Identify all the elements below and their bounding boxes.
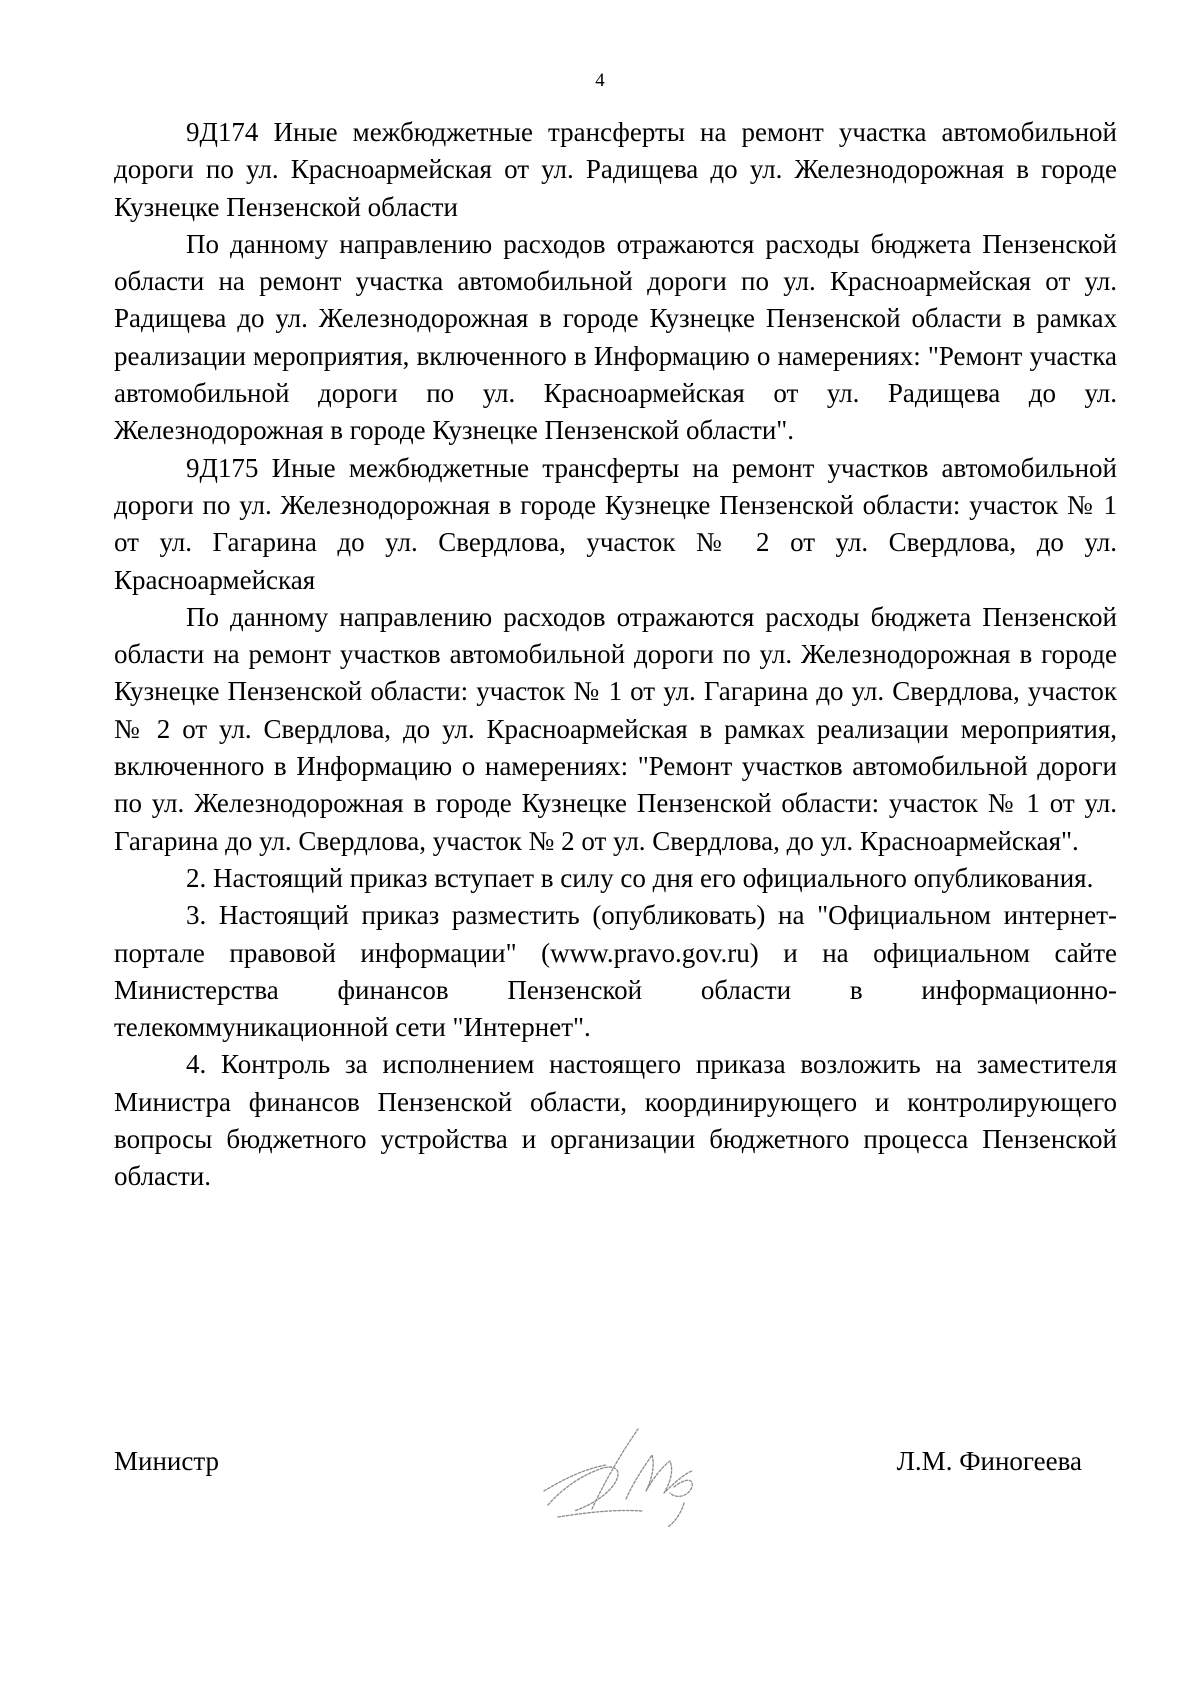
paragraph-9d175-description: По данному направлению расходов отражаются расходы бюджета Пензенской области на ремонт участков автомобильной дороги по ул. Железнодорожная в городе Кузнецке Пензенской области: участок № 1 от ул. Гагарина до ул. Свердлова, участок № 2 от ул. Свердлова, до ул. Красноармейская в рамках реализации мероприятия, включенного в Информацию о намерениях: "Ремонт участков автомобильной дороги по ул. Железнодорожная в городе Кузнецке Пензенской области: участок № 1 от ул. Гагарина до ул. Свердлова, участок № 2 от ул. Свердлова, до ул. Красноармейская". xyxy=(114,601,1117,856)
clause-4-control: 4. Контроль за исполнением настоящего приказа возложить на заместителя Министра финансов Пензенской области, координирующего и контролирующего вопросы бюджетного устройства и организации бюджетного процесса Пензенской области. xyxy=(114,1049,1117,1192)
signer-title: Министр xyxy=(114,1446,219,1476)
signature-block xyxy=(114,1443,1082,1563)
clause-2-effective-date: 2. Настоящий приказ вступает в силу со дня его официального опубликования. xyxy=(186,862,1094,893)
handwritten-signature xyxy=(534,1421,714,1531)
document-body xyxy=(114,114,1117,1196)
paragraph-9d174-heading: 9Д174 Иные межбюджетные трансферты на ремонт участка автомобильной дороги по ул. Красноармейская от ул. Радищева до ул. Железнодорожная в городе Кузнецке Пензенской области xyxy=(114,117,1117,222)
signer-name: Л.М. Финогеева xyxy=(896,1446,1082,1476)
paragraph-9d175-heading: 9Д175 Иные межбюджетные трансферты на ремонт участков автомобильной дороги по ул. Железнодорожная в городе Кузнецке Пензенской области: участок № 1 от ул. Гагарина до ул. Свердлова, участок № 2 от ул. Свердлова, до ул. Красноармейская xyxy=(114,452,1117,595)
page-number: 4 xyxy=(595,70,605,91)
clause-3-publication: 3. Настоящий приказ разместить (опубликовать) на "Официальном интернет-портале правовой информации" (www.pravo.gov.ru) и на официальном сайте Министерства финансов Пензенской области в информационно-телекоммуникационной сети "Интернет". xyxy=(114,900,1117,1043)
paragraph-9d174-description: По данному направлению расходов отражаются расходы бюджета Пензенской области на ремонт участка автомобильной дороги по ул. Красноармейская от ул. Радищева до ул. Железнодорожная в городе Кузнецке Пензенской области в рамках реализации мероприятия, включенного в Информацию о намерениях: "Ремонт участка автомобильной дороги по ул. Красноармейская от ул. Радищева до ул. Железнодорожная в городе Кузнецке Пензенской области". xyxy=(114,228,1117,446)
